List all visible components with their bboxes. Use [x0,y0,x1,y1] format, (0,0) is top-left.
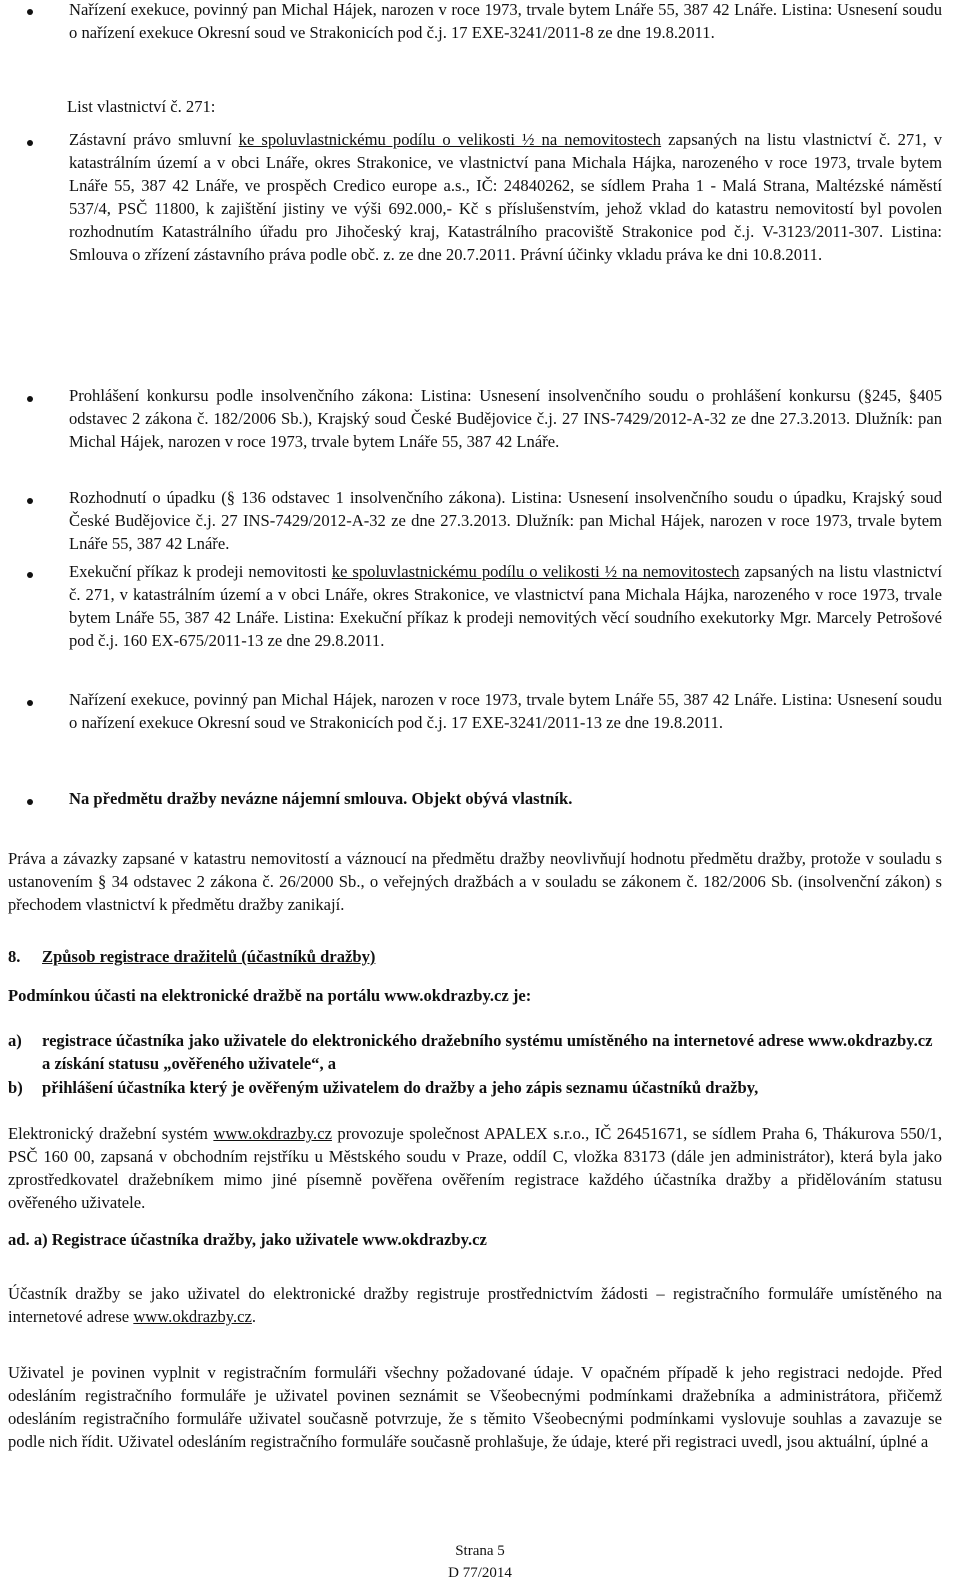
system-paragraph: Elektronický dražební systém www.okdrazby.cz provozuje společnost APALEX s.r.o., IČ 26451671, se sídlem Praha 6, Thákurova 550/1, PSČ 160 00, zapsaná v obchodním rejstříku u Městského soudu v Praze, oddíl C, vložka 83173 (dále jen administrátor), která byla jako zprostředkovatel dražebníkem mimo jiné písemně pověřena ověřením registrace každého účastníka dražby a přidělováním statusu ověřeného uživatele. [8,1124,943,1212]
registration-paragraph: Účastník dražby se jako uživatel do elektronické dražby registruje prostřednictvím žádosti – registračního formuláře umístěného na internetové adrese www.okdrazby.cz. [8,1284,942,1326]
lease-note: Na předmětu dražby nevázne nájemní smlouva. Objekt obývá vlastník. [69,789,573,808]
user-obligations-paragraph: Uživatel je povinen vyplnit v registračním formuláři všechny požadované údaje. V opačném případě k jeho registraci nedojde. Před odesláním registračního formuláře je uživatel povinen seznámit se Všeobecnými podmínkami dražebníka a administrátora, přičemž odesláním registračního formuláře uživatel současně potvrzuje, že s těmito Všeobecnými podmínkami vyslovuje souhlas a zavazuje se podle nich řídit. Uživatel odesláním registračního formuláře současně prohlašuje, že údaje, které při registraci uvedl, jsou aktuální, úplné a [8,1363,942,1451]
page-number: Strana 5 [455,1543,505,1559]
item-text-b: přihlášení účastníka který je ověřeným uživatelem do dražby a jeho zápis seznamu účastníků dražby, [42,1078,759,1097]
encumbrance-item: Zástavní právo smluvní ke spoluvlastnickému podílu o velikosti ½ na nemovitostech zapsaných na listu vlastnictví č. 271, v katastrálním území a v obci Lnáře, okres Strakonice, ve vlastnictví pana Michala Hájka, narozeného v roce 1973, trvale bytem Lnáře 55, 387 42 Lnáře, ve prospěch Credico europe a.s., IČ: 24840262, se sídlem Praha 1 - Malá Strana, Maltézské náměstí 537/4, PSČ 11800, k zajištění jistiny ve výši 692.000,- Kč s příslušenstvím, jehož vklad do katastru nemovitostí byl povolen rozhodnutím Katastrálního úřadu pro Jihočeský kraj, Katastrálního pracoviště Strakonice pod č.j. V-3123/2011-307. Listina: Smlouva o zřízení zástavního práva podle obč. z. ze dne 20.7.2011. Právní účinky vkladu práva ke dni 10.8.2011. [69,130,943,264]
item-text-a: registrace účastníka jako uživatele do elektronického dražebního systému umístěného na internetové adrese www.okdrazby.cz a získání statusu „ověřeného uživatele“, a [42,1031,933,1073]
encumbrance-item: Nařízení exekuce, povinný pan Michal Hájek, narozen v roce 1973, trvale bytem Lnáře 55, 387 42 Lnáře. Listina: Usnesení soudu o nařízení exekuce Okresní soud ve Strakonicích pod č.j. 17 EXE-3241/2011-13 ze dne 19.8.2011. [69,690,942,732]
registration-subheading: ad. a) Registrace účastníka dražby, jako uživatele www.okdrazby.cz [8,1230,487,1249]
section-8-number: 8. [8,947,21,966]
encumbrance-text: Nařízení exekuce, povinný pan Michal Hájek, narozen v roce 1973, trvale bytem Lnáře 55, 387 42 Lnáře. Listina: Usnesení soudu o nařízení exekuce Okresní soud ve Strakonicích pod č.j. 17 EXE-3241/2011-8 ze dne 19.8.2011. [69,0,942,42]
okdrazby-link[interactable]: www.okdrazby.cz [213,1124,332,1143]
document-reference: D 77/2014 [448,1565,512,1581]
encumbrance-item: Prohlášení konkursu podle insolvenčního zákona: Listina: Usnesení insolvenčního soudu o prohlášení konkursu (§245, §405 odstavec 2 zákona č. 182/2006 Sb.), Krajský soud České Budějovice č.j. 27 INS-7429/2012-A-32 ze dne 27.3.2013. Dlužník: pan Michal Hájek, narozen v roce 1973, trvale bytem Lnáře 55, 387 42 Lnáře. [69,386,942,451]
encumbrance-item: Exekuční příkaz k prodeji nemovitosti ke spoluvlastnickému podílu o velikosti ½ na nemovitostech zapsaných na listu vlastnictví č. 271, v katastrálním území a v obci Lnáře, okres Strakonice, ve vlastnictví pana Michala Hájka, narozeného v roce 1973, trvale bytem Lnáře 55, 387 42 Lnáře. Listina: Exekuční příkaz k prodeji nemovitých věcí soudního exekutorky Mgr. Marcely Petrošové pod č.j. 160 EX-675/2011-13 ze dne 29.8.2011. [69,562,942,650]
item-label-a: a) [8,1031,22,1050]
encumbrance-item: Rozhodnutí o úpadku (§ 136 odstavec 1 insolvenčního zákona). Listina: Usnesení insolvenčního soudu o úpadku, Krajský soud České Budějovice č.j. 27 INS-7429/2012-A-32 ze dne 27.3.2013. Dlužník: pan Michal Hájek, narozen v roce 1973, trvale bytem Lnáře 55, 387 42 Lnáře. [69,488,942,553]
section-8-title: Způsob registrace dražitelů (účastníků dražby) [42,947,376,966]
okdrazby-registration-link[interactable]: www.okdrazby.cz [133,1307,252,1326]
participation-condition: Podmínkou účasti na elektronické dražbě na portálu www.okdrazby.cz je: [8,986,532,1005]
item-label-b: b) [8,1078,23,1097]
encumbrance-item [69,0,942,44]
rights-paragraph: Práva a závazky zapsané v katastru nemovitostí a váznoucí na předmětu dražby neovlivňují hodnotu předmětu dražby, protože v souladu s ustanovením § 34 odstavec 2 zákona č. 26/2000 Sb., o veřejných dražbách a v souladu se zákonem č. 182/2006 Sb. (insolvenční zákon) s přechodem vlastnictví k předmětu dražby zanikají. [8,849,942,914]
lv-heading: List vlastnictví č. 271: [67,97,216,116]
